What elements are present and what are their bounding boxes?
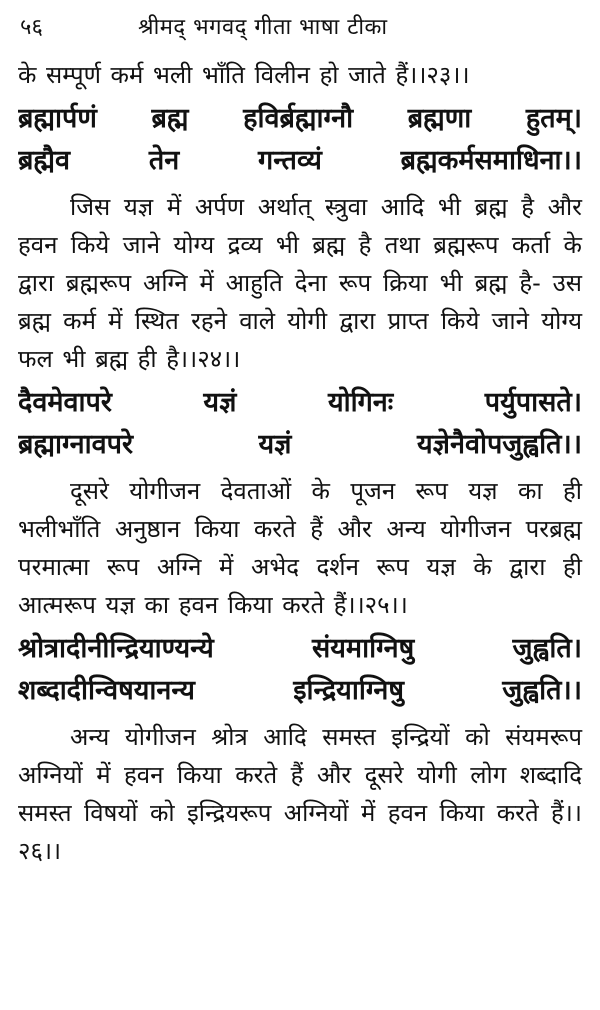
verse-line: शब्दादीन्विषयानन्य इन्द्रियाग्निषु जुह्वति।।: [18, 675, 582, 706]
verse-line: श्रोत्रादीनीन्द्रियाण्यन्ये संयमाग्निषु जुह्वति।: [18, 633, 582, 664]
commentary-26: अन्य योगीजन श्रोत्र आदि समस्त इन्द्रियों को संयमरूप अग्नियों में हवन किया करते हैं और दूसरे योगी लोग शब्दादि समस्त विषयों को इन्द्रियरूप अग्नियों में हवन किया करते हैं।।२६।।: [18, 723, 582, 865]
verse-line: ब्रह्मार्पणं ब्रह्म हविर्ब्रह्माग्नौ ब्रह्मणा हुतम्।: [18, 103, 582, 134]
commentary-continuation: के सम्पूर्ण कर्म भली भाँति विलीन हो जाते हैं।।२३।।: [18, 61, 470, 89]
page-number: ५६: [20, 15, 43, 40]
verse-25: [18, 382, 582, 466]
book-title: श्रीमद् भगवद् गीता भाषा टीका: [138, 15, 388, 40]
verse-line: ब्रह्मैव तेन गन्तव्यं ब्रह्मकर्मसमाधिना।।: [18, 145, 582, 176]
verse-line: ब्रह्माग्नावपरे यज्ञं यज्ञेनैवोपजुह्वति।।: [18, 429, 582, 460]
verse-line: दैवमेवापरे यज्ञं योगिनः पर्युपासते।: [18, 387, 582, 418]
verse-26: [18, 628, 582, 712]
verse-24: [18, 98, 582, 182]
commentary-25: दूसरे योगीजन देवताओं के पूजन रूप यज्ञ का ही भलीभाँति अनुष्ठान किया करते हैं और अन्य योगीजन परब्रह्म परमात्मा रूप अग्नि में अभेद दर्शन रूप यज्ञ के द्वारा ही आत्मरूप यज्ञ का हवन किया करते हैं।।२५।।: [18, 477, 582, 619]
running-header: [18, 0, 582, 56]
commentary-24: जिस यज्ञ में अर्पण अर्थात् स्त्रुवा आदि भी ब्रह्म है और हवन किये जाने योग्य द्रव्य भी ब्रह्म है तथा ब्रह्मरूप कर्ता के द्वारा ब्रह्मरूप अग्नि में आहुति देना रूप क्रिया भी ब्रह्म है- उस ब्रह्म कर्म में स्थित रहने वाले योगी द्वारा प्राप्त किये जाने योग्य फल भी ब्रह्म ही है।।२४।।: [18, 193, 582, 373]
